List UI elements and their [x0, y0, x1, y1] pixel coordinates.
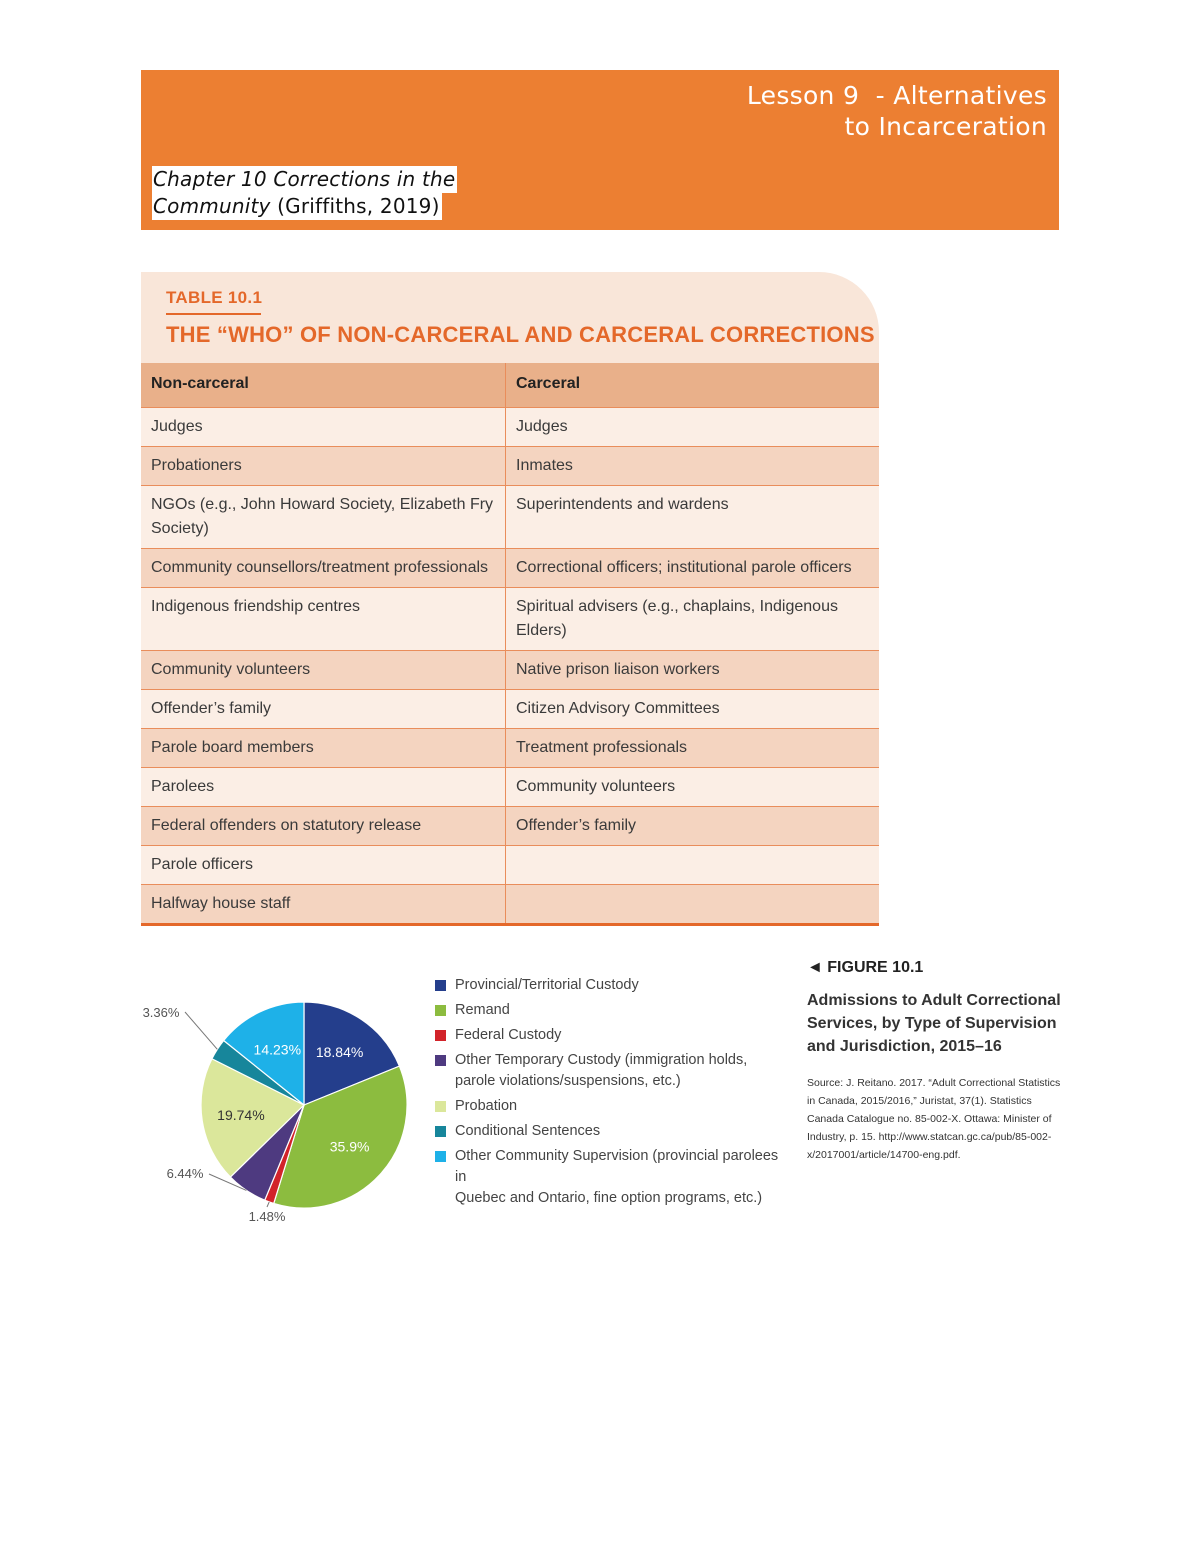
header-non-carceral: Non-carceral — [141, 363, 506, 408]
cell-carceral: Community volunteers — [506, 768, 880, 807]
cell-carceral: Correctional officers; institutional parole officers — [506, 549, 880, 588]
chapter-title-part1: Chapter 10 Corrections in the — [153, 167, 456, 191]
legend-label: Quebec and Ontario, fine option programs, etc.) — [455, 1190, 763, 1206]
figure-title: Admissions to Adult Correctional Services, by Type of Supervision and Jurisdiction, 2015–16 — [807, 992, 1061, 1055]
pie-leader-line — [267, 1202, 269, 1207]
lesson-title-line2: to Incarceration — [844, 112, 1047, 141]
legend-item — [431, 1050, 791, 1092]
cell-carceral — [506, 846, 880, 885]
figure-source: Source: J. Reitano. 2017. “Adult Correctional Statistics in Canada, 2015/2016,” Juristat, 37(1). Statistics Canada Catalogue no. 85-002-X. Ottawa: Minister of Industry, p. 15. http://www.statcan.gc.ca/pub/85-002-x/2017001/article/14700-eng.pdf. — [807, 1077, 1061, 1161]
chapter-line1 — [152, 166, 457, 193]
cell-non-carceral: Community volunteers — [141, 651, 506, 690]
figure-number: ◄ FIGURE 10.1 — [807, 959, 924, 976]
legend-item — [431, 1121, 791, 1142]
cell-non-carceral: Indigenous friendship centres — [141, 588, 506, 651]
table-card — [141, 272, 879, 912]
cell-carceral: Treatment professionals — [506, 729, 880, 768]
legend-item — [431, 975, 791, 996]
table-header-row — [141, 363, 879, 408]
pie-slice-label: 3.36% — [142, 1005, 180, 1020]
legend-swatch — [435, 1101, 446, 1112]
legend-swatch — [435, 980, 446, 991]
pie-slice-label: 35.9% — [329, 1138, 370, 1155]
legend-swatch — [435, 1151, 446, 1162]
cell-carceral: Superintendents and wardens — [506, 486, 880, 549]
lesson-title — [647, 80, 1047, 142]
pie-slice-label: 6.44% — [166, 1166, 204, 1181]
cell-non-carceral: Parole officers — [141, 846, 506, 885]
legend-item — [431, 1146, 791, 1209]
legend-swatch — [435, 1055, 446, 1066]
chapter-line2 — [152, 193, 442, 220]
cell-carceral: Judges — [506, 408, 880, 447]
legend-label: Federal Custody — [455, 1027, 562, 1043]
cell-carceral: Citizen Advisory Committees — [506, 690, 880, 729]
legend-label: Remand — [455, 1002, 510, 1018]
table-row — [141, 651, 879, 690]
legend-label: Probation — [455, 1098, 518, 1114]
cell-carceral: Offender’s family — [506, 807, 880, 846]
table-row — [141, 447, 879, 486]
cell-non-carceral: Federal offenders on statutory release — [141, 807, 506, 846]
legend-label: Provincial/Territorial Custody — [455, 977, 639, 993]
cell-carceral: Inmates — [506, 447, 880, 486]
legend-label: Other Community Supervision (provincial parolees in — [455, 1148, 779, 1185]
pie-slice-label: 1.48% — [248, 1209, 286, 1224]
table-title: THE “WHO” OF NON-CARCERAL AND CARCERAL CORRECTIONS — [166, 322, 875, 347]
chapter-citation: (Griffiths, 2019) — [270, 194, 440, 218]
table-row — [141, 846, 879, 885]
figure-area — [141, 945, 1071, 1235]
table-row — [141, 549, 879, 588]
legend-item — [431, 1025, 791, 1046]
chapter-title-part2: Community — [153, 194, 271, 218]
cell-non-carceral: Parolees — [141, 768, 506, 807]
table-row — [141, 588, 879, 651]
legend-swatch — [435, 1030, 446, 1041]
pie-slice-label: 18.84% — [315, 1044, 364, 1060]
legend-label: parole violations/suspensions, etc.) — [455, 1073, 681, 1089]
cell-non-carceral: Probationers — [141, 447, 506, 486]
legend-item — [431, 1000, 791, 1021]
cell-carceral — [506, 885, 880, 925]
table-label: TABLE 10.1 — [166, 288, 263, 307]
cell-non-carceral: NGOs (e.g., John Howard Society, Elizabeth Fry Society) — [141, 486, 506, 549]
pie-leader-line — [185, 1012, 217, 1049]
table-row — [141, 885, 879, 925]
lesson-banner — [141, 70, 1059, 230]
table-label-rule — [166, 313, 261, 315]
legend-swatch — [435, 1005, 446, 1016]
cell-non-carceral: Parole board members — [141, 729, 506, 768]
pie-chart — [141, 945, 431, 1235]
table-row — [141, 729, 879, 768]
header-carceral: Carceral — [506, 363, 880, 408]
table-row — [141, 807, 879, 846]
table-row — [141, 486, 879, 549]
cell-non-carceral: Community counsellors/treatment professionals — [141, 549, 506, 588]
pie-slice-label: 19.74% — [217, 1106, 265, 1123]
table-row — [141, 690, 879, 729]
legend-item — [431, 1096, 791, 1117]
table-row — [141, 408, 879, 447]
cell-carceral: Spiritual advisers (e.g., chaplains, Indigenous Elders) — [506, 588, 880, 651]
legend-label: Other Temporary Custody (immigration holds, — [455, 1052, 748, 1068]
table-row — [141, 768, 879, 807]
cell-non-carceral: Halfway house staff — [141, 885, 506, 925]
chapter-reference — [152, 166, 457, 220]
legend-swatch — [435, 1126, 446, 1137]
figure-caption — [807, 959, 1067, 1164]
cell-non-carceral: Judges — [141, 408, 506, 447]
who-table — [141, 363, 879, 926]
cell-non-carceral: Offender’s family — [141, 690, 506, 729]
lesson-title-line1: Lesson 9 - Alternatives — [746, 81, 1047, 110]
pie-slice-label: 14.23% — [253, 1041, 302, 1058]
legend-label: Conditional Sentences — [455, 1123, 601, 1139]
chart-legend — [431, 975, 791, 1213]
cell-carceral: Native prison liaison workers — [506, 651, 880, 690]
